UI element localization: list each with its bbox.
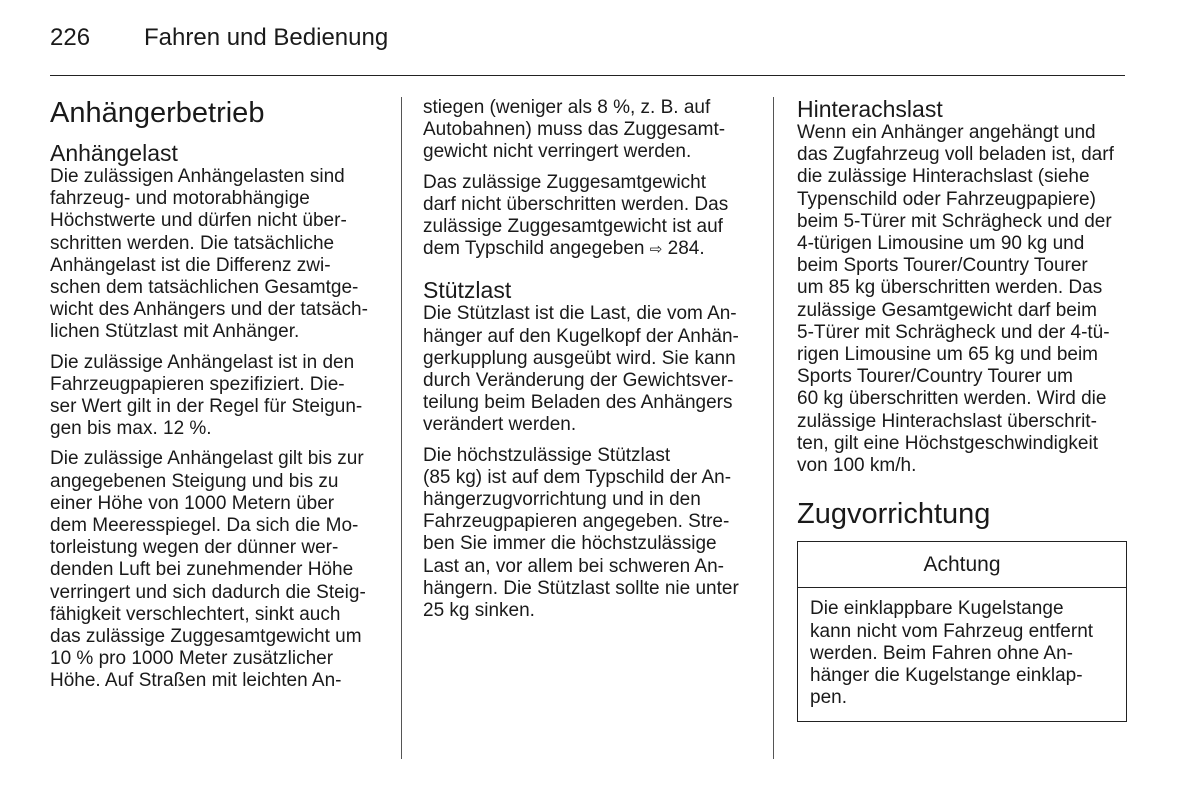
column-2 [423,97,763,630]
warning-title: Achtung [798,542,1126,588]
paragraph: Das zulässige Zuggesamtgewicht darf nicht überschritten werden. Das zulässige Zuggesamtgewicht ist auf dem Typschild angegeben ⇨ 284. [423,171,729,260]
warning-body: Die einklappbare Kugelstange kann nicht vom Fahrzeug entfernt werden. Beim Fahren ohne An- hänger die Kugelstange einklap- pen. [810,598,1094,709]
chapter-title: Fahren und Bedienung [144,24,389,51]
paragraph: stiegen (weniger als 8 %, z. B. auf Autobahnen) muss das Zuggesamt- gewicht nicht verringert werden. [423,97,726,163]
page-header [50,24,388,52]
page-number: 226 [50,24,91,51]
section-heading: Anhängerbetrieb [50,97,265,129]
header-rule [50,75,1125,76]
warning-box [797,541,1127,722]
paragraph: Die zulässige Anhängelast ist in den Fahrzeugpapieren spezifiziert. Die- ser Wert gilt in der Regel für Steigun- gen bis max. 12 %. [50,351,363,440]
column-3 [797,96,1127,722]
paragraph: Wenn ein Anhänger angehängt und das Zugfahrzeug voll beladen ist, darf die zulässige Hinterachslast (siehe Typenschild oder Fahrzeugpapiere) beim 5-Türer mit Schrägheck und der 4-türigen Limousine um 90 kg und beim Sports Tourer/Country Tourer um 85 kg überschritten werden. Das zulässige Gesamtgewicht darf beim 5-Türer mit Schrägheck und der 4-tü- rigen Limousine um 65 kg und beim Sports Tourer/Country Tourer um 60 kg überschritten werden. Wird die zulässige Hinterachslast überschrit- ten, gilt eine Höchstgeschwindigkeit von 100 km/h. [797,122,1114,477]
paragraph: Die Stützlast ist die Last, die vom An- hänger auf den Kugelkopf der Anhän- gerkupplung ausgeübt wird. Sie kann durch Veränderung der Gewichtsver- teilung beim Beladen des Anhängers verändert werden. [423,303,739,436]
paragraph: Die zulässigen Anhängelasten sind fahrzeug- und motorabhängige Höchstwerte und dürfen nicht über- schritten werden. Die tatsächliche Anhängelast ist die Differenz zwi- schen dem tatsächlichen Gesamtge- wicht des Anhängers und der tatsäch- lichen Stützlast mit Anhänger. [50,166,368,343]
subsection-heading: Anhängelast [50,140,178,166]
column-divider [773,97,774,759]
arrow-right-icon: ⇨ [649,241,663,259]
page-reference: 284. [667,238,705,260]
paragraph: Die zulässige Anhängelast gilt bis zur angegebenen Steigung und bis zu einer Höhe von 1000 Metern über dem Meeresspiegel. Da sich die Mo- torleistung wegen der dünner wer- denden Luft bei zunehmender Höhe verringert und sich dadurch die Steig- fähigkeit verschlechtert, sinkt auch das zulässige Zuggesamtgewicht um 10 % pro 1000 Meter zusätzlicher Höhe. Auf Straßen mit leichten An- [50,448,366,692]
section-heading: Zugvorrichtung [797,498,991,531]
subsection-heading: Hinterachslast [797,96,943,122]
column-1 [50,96,390,701]
subsection-heading: Stützlast [423,277,512,304]
paragraph: Die höchstzulässige Stützlast (85 kg) ist auf dem Typschild der An- hängerzugvorrichtung und in den Fahrzeugpapieren angegeben. Stre- ben Sie immer die höchstzulässige Last an, vor allem bei schweren An- hängern. Die Stützlast sollte nie unter 25 kg sinken. [423,444,739,622]
column-divider [401,97,402,759]
